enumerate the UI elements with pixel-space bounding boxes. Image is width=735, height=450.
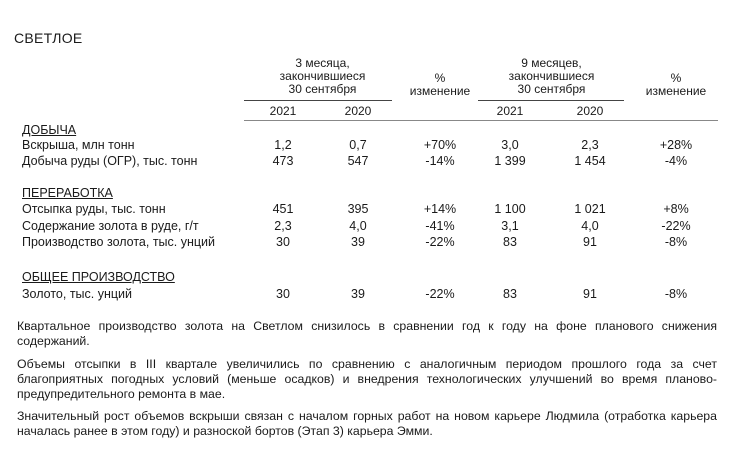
table-row (0, 154, 735, 170)
change-3m: -14% (425, 154, 455, 168)
value-3m-2021: 30 (276, 235, 290, 249)
value-9m-2021: 83 (503, 235, 517, 249)
change-3m: -41% (425, 219, 455, 233)
change-9m: -8% (664, 235, 688, 249)
header-change-2 (636, 72, 716, 98)
value-3m-2021: 30 (276, 287, 290, 301)
header-3-months-line3: 30 сентября (288, 82, 357, 96)
table-row (0, 235, 735, 251)
year-9m-previous: 2020 (576, 104, 604, 118)
change-3m: +14% (423, 202, 457, 216)
change-3m: -22% (425, 235, 455, 249)
header-9-months-line3: 30 сентября (517, 82, 586, 96)
paragraph-production-decline: Квартальное производство золота на Светлом снизилось в сравнении год к году на фоне планового снижения содержаний. (17, 319, 717, 348)
value-3m-2020: 39 (351, 287, 365, 301)
value-9m-2020: 1 454 (574, 154, 606, 168)
value-9m-2020: 4,0 (581, 219, 599, 233)
table-row (0, 287, 735, 303)
row-label: Добыча руды (ОГР), тыс. тонн (22, 154, 198, 168)
row-label: Содержание золота в руде, г/т (22, 219, 199, 233)
row-label: Золото, тыс. унций (22, 287, 133, 301)
header-9-months (484, 57, 619, 96)
value-3m-2021: 451 (272, 202, 294, 216)
header-9-months-line1: 9 месяцев, (521, 56, 582, 70)
value-3m-2021: 2,3 (274, 219, 292, 233)
value-3m-2020: 547 (347, 154, 369, 168)
value-3m-2021: 473 (272, 154, 294, 168)
value-3m-2021: 1,2 (274, 138, 292, 152)
header-underline-3-months (244, 100, 392, 101)
paragraph-stacking-increase: Объемы отсыпки в III квартале увеличились по сравнению с аналогичным периодом прошлого года за счет благоприятных погодных условий (меньше осадков) и внедрения технологических улучшений во время планово-предупредительного ремонта в мае. (17, 357, 717, 401)
header-change-1-line2: изменение (409, 84, 471, 98)
table-row (0, 138, 735, 154)
header-change-1 (400, 72, 480, 98)
row-label: Вскрыша, млн тонн (22, 138, 135, 152)
year-9m-current: 2021 (496, 104, 524, 118)
year-3m-current: 2021 (269, 104, 297, 118)
header-3-months-line1: 3 месяца, (295, 56, 350, 70)
value-9m-2021: 1 399 (494, 154, 526, 168)
header-3-months-line2: закончившиеся (279, 69, 366, 83)
header-underline-9-months (478, 100, 624, 101)
change-3m: +70% (423, 138, 457, 152)
change-3m: -22% (425, 287, 455, 301)
table-header-rule (244, 120, 718, 121)
change-9m: -4% (664, 154, 688, 168)
value-9m-2021: 3,0 (501, 138, 519, 152)
change-9m: -8% (664, 287, 688, 301)
table-row (0, 219, 735, 235)
value-3m-2020: 4,0 (349, 219, 367, 233)
value-9m-2020: 91 (583, 287, 597, 301)
value-9m-2021: 1 100 (494, 202, 526, 216)
change-9m: -22% (661, 219, 691, 233)
section-title-mining: ДОБЫЧА (22, 123, 77, 137)
header-change-2-line2: изменение (645, 84, 707, 98)
header-change-2-line1: % (670, 71, 682, 85)
value-9m-2020: 1 021 (574, 202, 606, 216)
header-3-months (255, 57, 390, 96)
row-label: Отсыпка руды, тыс. тонн (22, 202, 166, 216)
value-9m-2020: 91 (583, 235, 597, 249)
page-title: СВЕТЛОЕ (14, 30, 83, 46)
value-9m-2021: 3,1 (501, 219, 519, 233)
section-title-processing: ПЕРЕРАБОТКА (22, 186, 113, 200)
value-3m-2020: 39 (351, 235, 365, 249)
paragraph-stripping-growth: Значительный рост объемов вскрыши связан с началом горных работ на новом карьере Людмила (отработка карьера началась ранее в этом году) и разноской бортов (Этап 3) карьера Эмми. (17, 409, 717, 438)
change-9m: +28% (659, 138, 693, 152)
value-3m-2020: 0,7 (349, 138, 367, 152)
header-change-1-line1: % (434, 71, 446, 85)
value-3m-2020: 395 (347, 202, 369, 216)
table-row (0, 202, 735, 218)
year-3m-previous: 2020 (344, 104, 372, 118)
value-9m-2020: 2,3 (581, 138, 599, 152)
value-9m-2021: 83 (503, 287, 517, 301)
header-9-months-line2: закончившиеся (508, 69, 595, 83)
row-label: Производство золота, тыс. унций (22, 235, 216, 249)
change-9m: +8% (663, 202, 689, 216)
section-title-total-production: ОБЩЕЕ ПРОИЗВОДСТВО (22, 270, 175, 284)
